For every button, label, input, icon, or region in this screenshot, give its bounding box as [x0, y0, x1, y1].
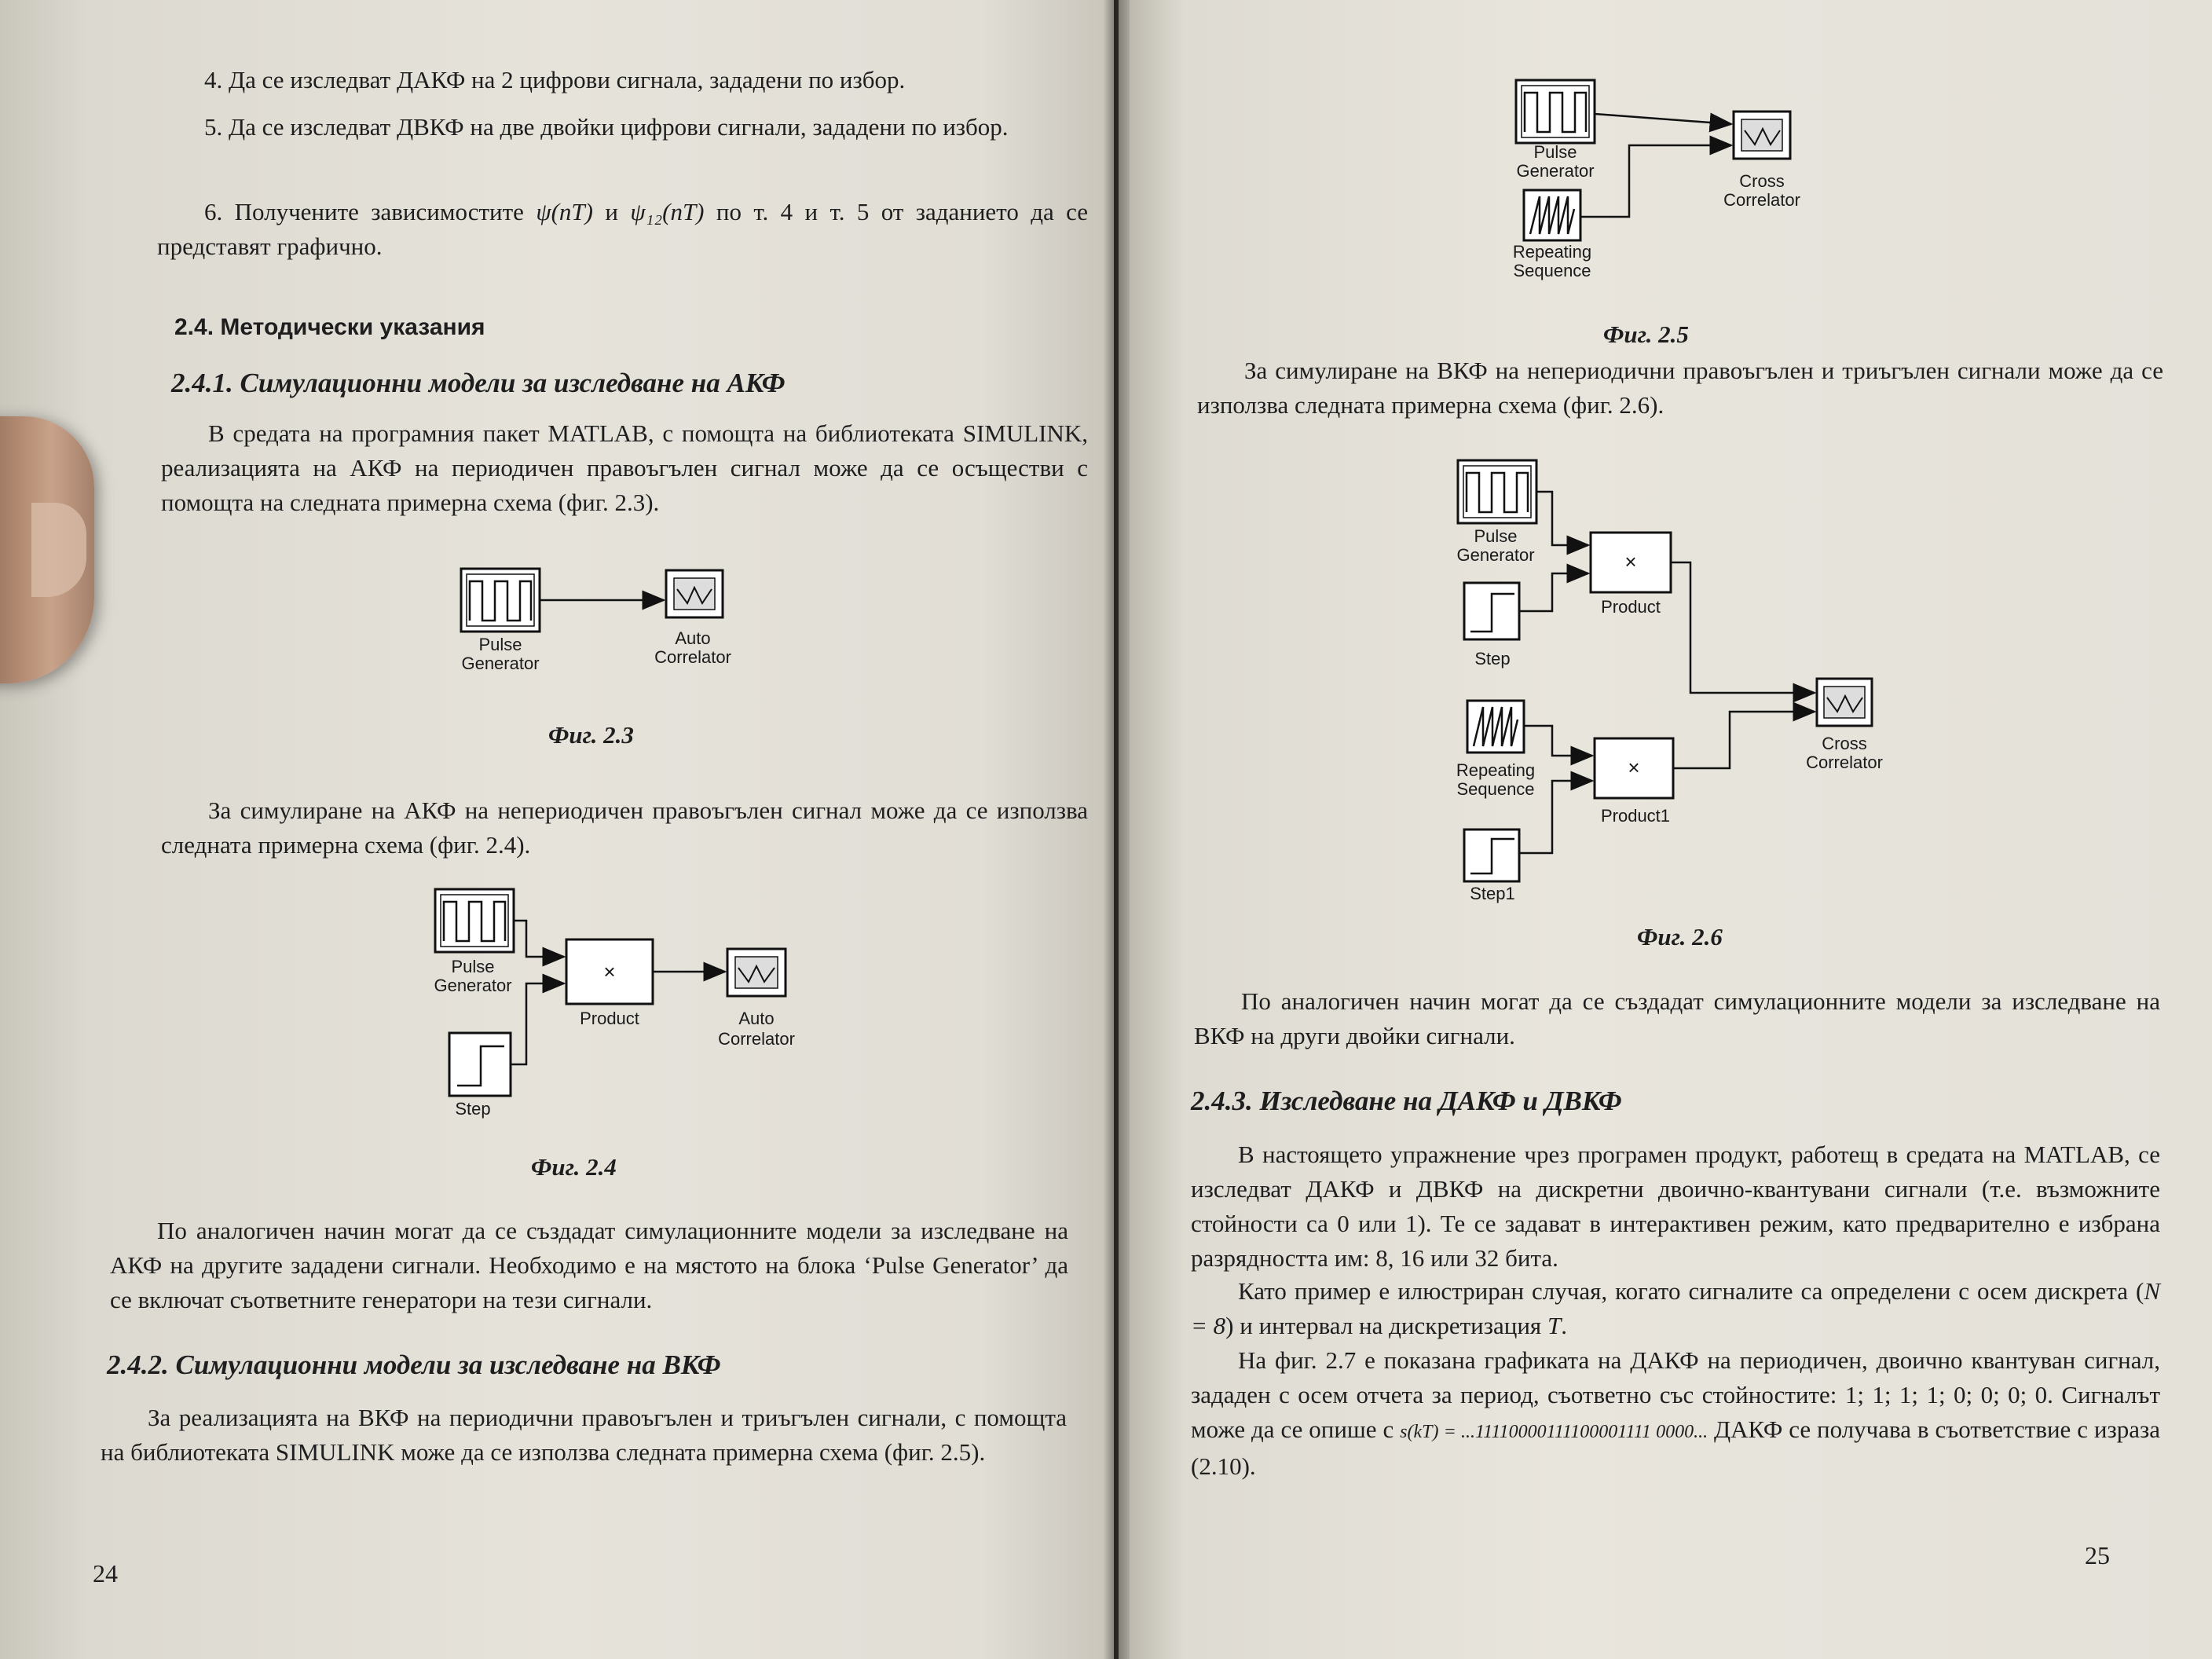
- pulse-label-1: Pulse: [451, 957, 495, 976]
- list-item-5: 5. Да се изследват ДВКФ на две двойки цифрови сигнали, зададени по избор.: [204, 113, 1009, 141]
- auto-label-1: Auto: [738, 1009, 775, 1028]
- product-label: Product: [580, 1009, 639, 1028]
- right-paragraph-3: В настоящето упражнение чрез програмен продукт, работещ в средата на MATLAB, се изследват ДАКФ и ДВКФ на дискретни двоично-квантувани сигнали (т.е. възможните стойности са 0 или 1). Те се задават в интерактивен режим, като предварително е избрана разрядността им: 8, 16 или 32 бита.: [1191, 1141, 2160, 1272]
- step-block: [1464, 583, 1519, 668]
- right-paragraph-5: [1191, 1343, 2160, 1484]
- paragraph-3: По аналогичен начин могат да се създадат симулационните модели за изследване на АКФ на другите зададени сигнали. Необходимо е на мястото на блока ‘Pulse Generator’ да се включат съответните генератори на тези сигнали.: [110, 1217, 1068, 1313]
- pulse-generator-block: [1516, 80, 1595, 181]
- t-symbol: T: [1547, 1312, 1562, 1339]
- paragraph-4: За реализацията на ВКФ на периодични правоъгълен и триъгълен сигнали, с помощта на библиотеката SIMULINK може да се използва следната примерна схема (фиг. 2.5).: [101, 1404, 1067, 1466]
- pulse-label-1: Pulse: [478, 635, 522, 654]
- figure-2-6-diagram: [1447, 448, 1903, 919]
- repeating-sequence-block: [1513, 190, 1591, 280]
- item6-and: и: [592, 198, 631, 225]
- cross-label-1: Cross: [1822, 734, 1867, 753]
- right-paragraph-2: По аналогичен начин могат да се създадат симулационните модели за изследване на ВКФ на други двойки сигнали.: [1194, 987, 2160, 1049]
- pulse-generator-block: [434, 889, 514, 995]
- list-item-6: [157, 195, 1088, 264]
- figure-2-4-caption: Фиг. 2.4: [531, 1153, 617, 1181]
- multiply-icon: ×: [603, 960, 616, 983]
- step-label: Step: [1474, 649, 1511, 668]
- product-block: [1591, 533, 1671, 617]
- cross-label-1: Cross: [1739, 171, 1785, 191]
- subsection-heading-2: 2.4.2. Симулационни модели за изследване на ВКФ: [107, 1350, 721, 1380]
- pulse-label-2: Generator: [1456, 545, 1535, 565]
- figure-2-5-diagram: [1503, 71, 1833, 291]
- auto-label-2: Correlator: [718, 1029, 795, 1049]
- pulse-generator-block: [461, 569, 540, 673]
- pulse-label-2: Generator: [461, 654, 540, 673]
- multiply-icon: ×: [1624, 550, 1637, 573]
- figure-2-3-diagram: [440, 550, 770, 691]
- cross-correlator-block: [1806, 679, 1883, 772]
- pulse-label-1: Pulse: [1474, 526, 1518, 546]
- pulse-label-1: Pulse: [1533, 142, 1577, 162]
- para4-text-c: .: [1561, 1312, 1567, 1339]
- n-equals-8: N = 8: [1191, 1277, 2160, 1339]
- pulse-generator-block: [1456, 460, 1536, 565]
- repeating-label-2: Sequence: [1456, 779, 1535, 799]
- auto-label-1: Auto: [675, 628, 711, 648]
- pulse-label-2: Generator: [1516, 161, 1595, 181]
- section-heading: 2.4. Методически указания: [174, 314, 485, 340]
- figure-2-5-caption: Фиг. 2.5: [1603, 320, 1689, 348]
- product-label: Product: [1601, 597, 1661, 617]
- figure-2-3-caption: Фиг. 2.3: [548, 721, 634, 749]
- page-number: 24: [93, 1559, 118, 1588]
- pulse-label-2: Generator: [434, 976, 512, 995]
- step1-label: Step1: [1470, 884, 1515, 903]
- auto-correlator-block: [718, 949, 795, 1049]
- right-paragraph-4: [1191, 1274, 2160, 1343]
- paragraph-2: За симулиране на АКФ на непериодичен правоъгълен сигнал може да се използва следната примерна схема (фиг. 2.4).: [161, 797, 1088, 859]
- figure-2-4-diagram: [424, 880, 833, 1131]
- step1-block: [1464, 830, 1519, 903]
- auto-label-2: Correlator: [654, 647, 731, 667]
- cross-label-2: Correlator: [1806, 753, 1883, 772]
- list-item-4: 4. Да се изследват ДАКФ на 2 цифрови сигнала, зададени по избор.: [204, 66, 906, 93]
- step-block: [449, 1033, 511, 1119]
- repeating-sequence-block: [1456, 701, 1535, 799]
- item6-text-b: по т. 4 и т. 5 от заданието да се представят графично.: [157, 198, 1088, 260]
- repeating-label-2: Sequence: [1513, 261, 1591, 280]
- psi-formula: ψ(nT): [536, 198, 593, 225]
- right-paragraph-1: За симулиране на ВКФ на непериодични правоъгълен и триъгълен сигнали може да се използва следната примерна схема (фиг. 2.6).: [1197, 357, 2163, 419]
- book-gutter: [1103, 0, 1130, 1659]
- multiply-icon: ×: [1628, 756, 1640, 779]
- para4-text-b: ) и интервал на дискретизация: [1225, 1312, 1547, 1339]
- auto-correlator-block: [654, 570, 731, 667]
- item6-text-a: 6. Получените зависимостите: [204, 198, 537, 225]
- product1-label: Product1: [1600, 806, 1671, 826]
- figure-2-6-caption: Фиг. 2.6: [1637, 923, 1723, 950]
- psi12-formula: ψ₁₂(nT): [630, 198, 705, 225]
- product-block: [566, 939, 653, 1028]
- para5-text-a: На фиг. 2.7 е показана графиката на ДАКФ на периодичен, двоично квантуван сигнал, зададен с осем отчета за период, съответно със стойностите: 1; 1; 1; 1; 0; 0; 0; 0. Сигналът може да се опише с: [1191, 1346, 2160, 1443]
- cross-correlator-block: [1723, 112, 1800, 210]
- para4-text-a: Като пример е илюстриран случая, когато сигналите са определени с осем дискрета (: [1238, 1277, 2144, 1305]
- step-label: Step: [455, 1099, 491, 1119]
- subsection-heading-1: 2.4.1. Симулационни модели за изследване на АКФ: [171, 368, 786, 398]
- paragraph-1: В средата на програмния пакет MATLAB, с помощта на библиотеката SIMULINK, реализацията на АКФ на периодичен правоъгълен сигнал може да се осъществи с помощта на следната примерна схема (фиг. 2.3).: [161, 419, 1088, 516]
- cross-label-2: Correlator: [1723, 190, 1800, 210]
- repeating-label-1: Repeating: [1456, 760, 1536, 780]
- right-page: [1119, 0, 2212, 1659]
- subsection-heading-3: 2.4.3. Изследване на ДАКФ и ДВКФ: [1191, 1086, 1622, 1116]
- page-number: 25: [2085, 1541, 2110, 1569]
- product1-block: [1595, 738, 1673, 826]
- repeating-label-1: Repeating: [1512, 242, 1592, 262]
- para5-text-b: ДАКФ се получава в съответствие с израза (2.10).: [1191, 1415, 2160, 1480]
- s-kt-formula: s(kT) = ...11110000111100001111 0000...: [1400, 1422, 1708, 1442]
